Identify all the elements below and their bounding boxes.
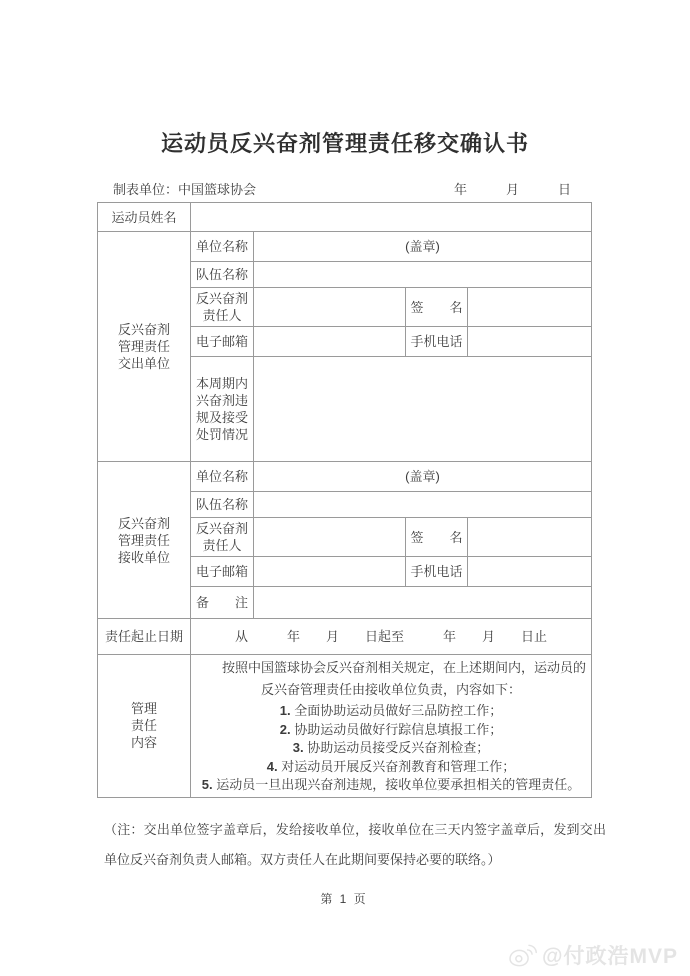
in-unit-name-label: 单位名称 <box>191 462 254 492</box>
duty-item-number: 5. <box>201 777 213 793</box>
label-line: 责任人 <box>202 538 242 553</box>
out-violation-label <box>191 357 254 462</box>
duty-content-cell <box>191 655 592 798</box>
watermark <box>508 940 678 970</box>
duty-item-number: 4. <box>266 758 278 774</box>
footnote: （注：交出单位签字盖章后，发给接收单位，接收单位在三天内签字盖章后，发到交出单位反兴奋剂负责人邮箱。双方责任人在此期间要保持必要的联络。） <box>104 822 606 867</box>
in-team-name-label: 队伍名称 <box>191 492 254 518</box>
duty-item-text: 协助运动员接受反兴奋剂检查； <box>307 740 490 756</box>
duty-item-number: 1. <box>279 703 291 718</box>
out-team-name-blank-cell <box>254 262 592 288</box>
page-number: 第 1 页 <box>320 892 368 906</box>
duty-item <box>194 758 588 777</box>
duty-item-text: 协助运动员做好行踪信息填报工作； <box>294 721 503 737</box>
in-team-name-blank-cell <box>254 492 592 518</box>
remark-label: 备 注 <box>191 587 254 619</box>
out-unit-name-label: 单位名称 <box>191 232 254 262</box>
label-line: 管理责任 <box>117 339 170 354</box>
duty-item <box>194 739 588 758</box>
out-violation-blank-cell <box>254 357 592 462</box>
in-signature-label: 签 名 <box>406 518 468 557</box>
label-line: 管理 <box>130 701 157 717</box>
duty-item-text: 全面协助运动员做好三品防控工作； <box>294 703 503 718</box>
in-email-blank-cell <box>254 557 406 587</box>
duty-item <box>194 702 588 721</box>
in-responsible-blank-cell <box>254 518 406 557</box>
duty-item-number: 2. <box>279 721 291 737</box>
remark-blank-cell <box>254 587 592 619</box>
label-line: 责任 <box>130 718 157 734</box>
weibo-icon <box>508 943 538 968</box>
duty-item <box>194 776 588 795</box>
duty-item-number: 3. <box>292 740 304 756</box>
label-line: 反兴奋剂 <box>195 521 248 536</box>
label-line: 本周期内 <box>195 376 248 391</box>
label-line: 交出单位 <box>117 356 170 371</box>
duty-intro: 按照中国篮球协会反兴奋剂相关规定，在上述期间内，运动员的反兴奋管理责任由接收单位负责，内容如下： <box>221 660 586 697</box>
period-blank-dates: 从 年 月 日起至 年 月 日止 <box>191 619 592 655</box>
in-phone-blank-cell <box>468 557 592 587</box>
form-header <box>97 179 591 198</box>
in-phone-label: 手机电话 <box>406 557 468 587</box>
label-line: 兴奋剂违 <box>195 393 248 408</box>
issuer-label: 制表单位：中国篮球协会 <box>113 182 257 197</box>
doc-title: 运动员反兴奋剂管理责任移交确认书 <box>160 131 529 156</box>
transfer-in-section-label <box>98 462 191 619</box>
label-line: 责任人 <box>202 308 242 323</box>
label-line: 管理责任 <box>117 532 170 548</box>
out-team-name-label: 队伍名称 <box>191 262 254 288</box>
out-phone-blank-cell <box>468 327 592 357</box>
label-line: 反兴奋剂 <box>195 291 248 306</box>
watermark-text: @付政浩MVP <box>542 945 678 968</box>
label-line: 反兴奋剂 <box>117 515 170 531</box>
transfer-out-section-label <box>98 232 191 462</box>
label-line: 反兴奋剂 <box>117 322 170 337</box>
duty-item <box>194 721 588 740</box>
duty-item-text: 运动员一旦出现兴奋剂违规，接收单位要承担相关的管理责任。 <box>216 777 581 793</box>
in-email-label: 电子邮箱 <box>191 557 254 587</box>
in-responsible-label <box>191 518 254 557</box>
form-table <box>97 202 592 798</box>
in-signature-blank-cell <box>468 518 592 557</box>
athlete-name-label: 运动员姓名 <box>98 203 191 232</box>
out-responsible-label <box>191 288 254 327</box>
out-seal-hint: (盖章) <box>254 232 592 262</box>
duty-content-label <box>98 655 191 798</box>
athlete-name-blank-cell <box>191 203 592 232</box>
label-line: 处罚情况 <box>195 427 248 442</box>
out-phone-label: 手机电话 <box>406 327 468 357</box>
in-seal-hint: (盖章) <box>254 462 592 492</box>
label-line: 内容 <box>130 735 157 751</box>
out-signature-blank-cell <box>468 288 592 327</box>
out-responsible-blank-cell <box>254 288 406 327</box>
label-line: 规及接受 <box>195 410 248 425</box>
duty-item-text: 对运动员开展反兴奋剂教育和管理工作； <box>281 758 516 774</box>
out-email-blank-cell <box>254 327 406 357</box>
out-email-label: 电子邮箱 <box>191 327 254 357</box>
period-label: 责任起止日期 <box>98 619 191 655</box>
date-blank-label: 年 月 日 <box>453 182 571 197</box>
label-line: 接收单位 <box>117 549 170 565</box>
out-signature-label: 签 名 <box>406 288 468 327</box>
